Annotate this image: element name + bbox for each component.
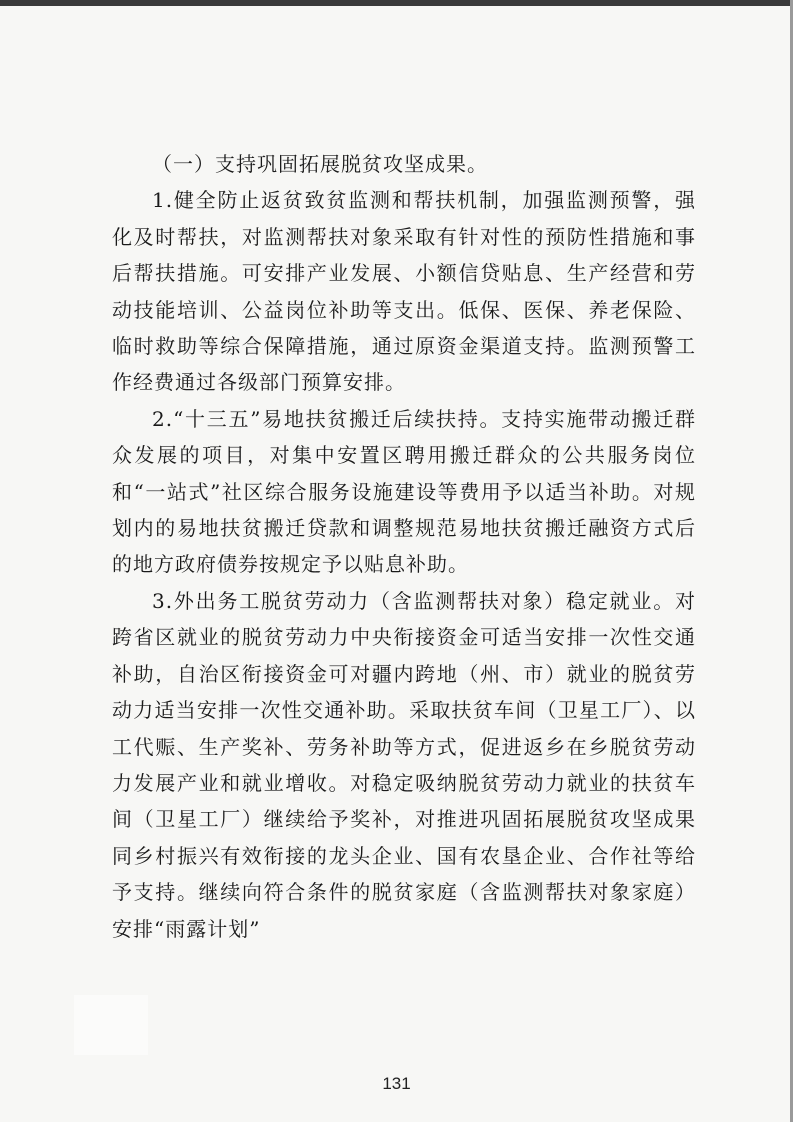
page-number: 131 <box>382 1074 411 1093</box>
paragraph-2: 2.“十三五”易地扶贫搬迁后续扶持。支持实施带动搬迁群众发展的项目，对集中安置区聘用搬迁群众的公共服务岗位和“一站式”社区综合服务设施建设等费用予以适当补助。对规划内的易地扶贫搬迁贷款和调整规范易地扶贫搬迁融资方式后的地方政府债券按规定予以贴息补助。 <box>112 406 696 577</box>
section-heading: （一）支持巩固拓展脱贫攻坚成果。 <box>152 152 488 176</box>
document-body <box>112 146 696 947</box>
scan-top-edge <box>0 0 793 6</box>
paragraph-1: 1.健全防止返贫致贫监测和帮扶机制，加强监测预警，强化及时帮扶，对监测帮扶对象采取有针对性的预防性措施和事后帮扶措施。可安排产业发展、小额信贷贴息、生产经营和劳动技能培训、公益岗位补助等支出。低保、医保、养老保险、临时救助等综合保障措施，通过原资金渠道支持。监测预警工作经费通过各级部门预算安排。 <box>112 188 696 395</box>
paragraph-3: 3.外出务工脱贫劳动力（含监测帮扶对象）稳定就业。对跨省区就业的脱贫劳动力中央衔接资金可适当安排一次性交通补助，自治区衔接资金可对疆内跨地（州、市）就业的脱贫劳动力适当安排一次性交通补助。采取扶贫车间（卫星工厂）、以工代赈、生产奖补、劳务补助等方式，促进返乡在乡脱贫劳动力发展产业和就业增收。对稳定吸纳脱贫劳动力就业的扶贫车间（卫星工厂）继续给予奖补，对推进巩固拓展脱贫攻坚成果同乡村振兴有效衔接的龙头企业、国有农垦企业、合作社等给予支持。继续向符合条件的脱贫家庭（含监测帮扶对象家庭）安排“雨露计划” <box>112 588 696 941</box>
scan-smudge <box>74 995 148 1055</box>
